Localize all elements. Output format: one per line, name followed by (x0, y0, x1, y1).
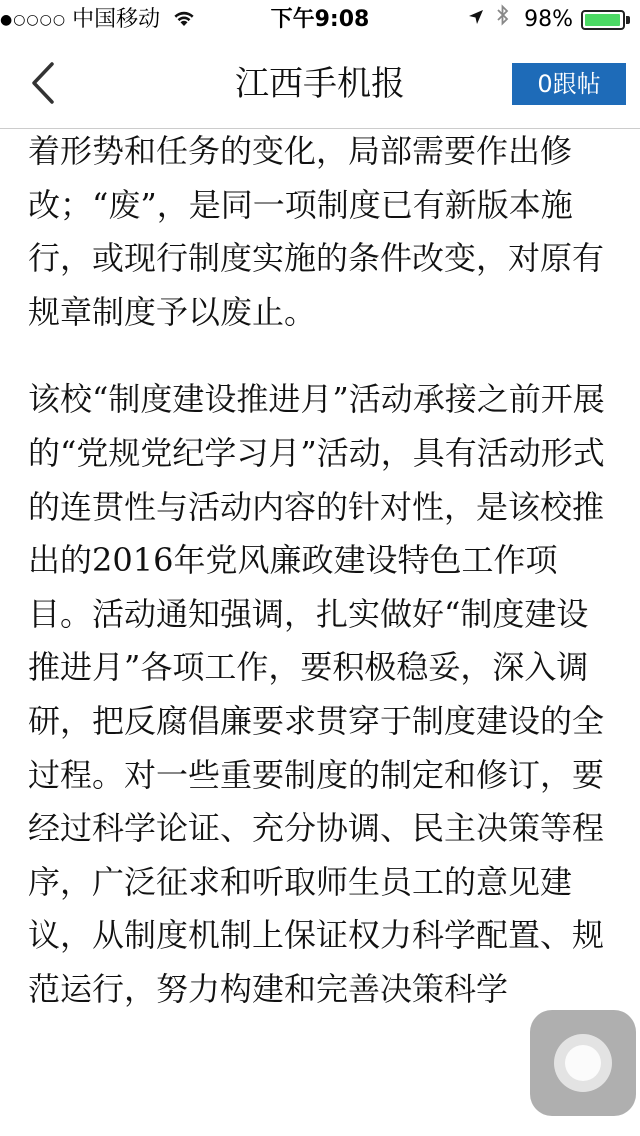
battery-percent: 98% (524, 7, 573, 32)
status-time: 下午9:08 (270, 7, 370, 32)
article-paragraph: 该校“制度建设推进月”活动承接之前开展的“党规党纪学习月”活动，具有活动形式的连贯性与活动内容的针对性，是该校推出的2016年党风廉政建设特色工作项目。活动通知强调，扎实做好“制度建设推进月”各项工作，要积极稳妥，深入调研，把反腐倡廉要求贯穿于制度建设的全过程。对一些重要制度的制定和修订，要经过科学论证、充分协调、民主决策等程序，广泛征求和听取师生员工的意见建议，从制度机制上保证权力科学配置、规范运行，努力构建和完善决策科学 (28, 380, 605, 1008)
navigation-bar (0, 40, 640, 129)
assistive-touch-center (565, 1045, 601, 1081)
carrier-name: 中国移动 (72, 7, 161, 32)
article-paragraph: 着形势和任务的变化，局部需要作出修改；“废”，是同一项制度已有新版本施行，或现行制度实施的条件改变，对原有规章制度予以废止。 (28, 132, 605, 331)
article-body (28, 125, 618, 1017)
battery-level (585, 14, 620, 26)
battery-cap (626, 16, 630, 24)
assistive-touch-icon[interactable] (530, 1010, 636, 1116)
comment-count-button[interactable]: 0跟帖 (512, 63, 626, 105)
location-arrow-icon (468, 0, 484, 40)
status-right (468, 0, 630, 40)
signal-strength-icon: ●○○○○ (0, 12, 67, 28)
status-bar (0, 0, 640, 40)
assistive-touch-ring (554, 1034, 612, 1092)
bluetooth-icon (496, 0, 510, 40)
battery-icon (581, 10, 625, 30)
page-title: 江西手机报 (235, 64, 405, 104)
